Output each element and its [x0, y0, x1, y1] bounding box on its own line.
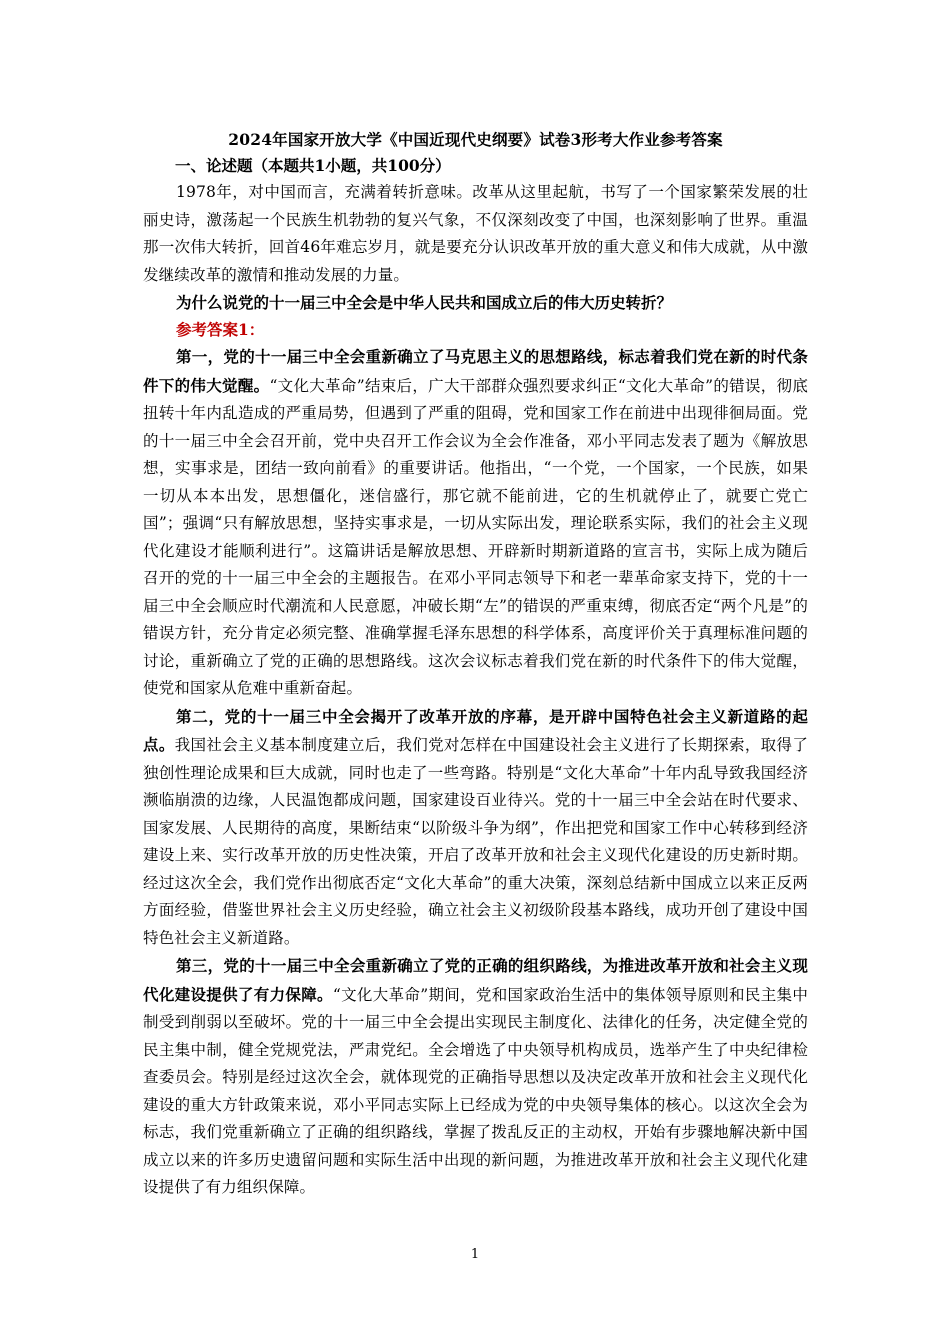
intro-paragraph: 1978年，对中国而言，充满着转折意味。改革从这里起航，书写了一个国家繁荣发展的壮丽史诗，激荡起一个民族生机勃勃的复兴气象，不仅深刻改变了中国，也深刻影响了世界。重温那一次伟大转折，回首46年难忘岁月，就是要充分认识改革开放的重大意义和伟大成就，从中激发继续改革的激情和推动发展的力量。	[143, 183, 808, 284]
section-heading: 一、论述题（本题共1小题，共100分）	[175, 156, 451, 175]
answer-paragraph-2	[143, 703, 808, 953]
answer-paragraph-2-lead: 第二，党的十一届三中全会揭开了改革开放的序幕，是开辟中国特色社会主义新道路的起点。	[143, 706, 808, 754]
answer-paragraph-3	[143, 952, 808, 1202]
document-body	[143, 127, 808, 1202]
answer-paragraph-1-body: “文化大革命”结束后，广大干部群众强烈要求纠正“文化大革命”的错误，彻底扭转十年内乱造成的严重局势，但遇到了严重的阻碍，党和国家工作在前进中出现徘徊局面。党的十一届三中全会召开前，党中央召开工作会议为全会作准备，邓小平同志发表了题为《解放思想，实事求是，团结一致向前看》的重要讲话。他指出，“一个党，一个国家，一个民族，如果一切从本本出发，思想僵化，迷信盛行，那它就不能前进，它的生机就停止了，就要亡党亡国”；强调“只有解放思想，坚持实事求是，一切从实际出发，理论联系实际，我们的社会主义现代化建设才能顺利进行”。这篇讲话是解放思想、开辟新时期新道路的宣言书，实际上成为随后召开的党的十一届三中全会的主题报告。在邓小平同志领导下和老一辈革命家支持下，党的十一届三中全会顺应时代潮流和人民意愿，冲破长期“左”的错误的严重束缚，彻底否定“两个凡是”的错误方针，充分肯定必须完整、准确掌握毛泽东思想的科学体系，高度评价关于真理标准问题的讨论，重新确立了党的正确的思想路线。这次会议标志着我们党在新的时代条件下的伟大觉醒，使党和国家从危难中重新奋起。	[143, 376, 808, 697]
answer-paragraph-2-body: 我国社会主义基本制度建立后，我们党对怎样在中国建设社会主义进行了长期探索，取得了独创性理论成果和巨大成就，同时也走了一些弯路。特别是“文化大革命”十年内乱导致我国经济濒临崩溃的边缘，人民温饱都成问题，国家建设百业待兴。党的十一届三中全会站在时代要求、国家发展、人民期待的高度，果断结束“以阶级斗争为纲”，作出把党和国家工作中心转移到经济建设上来、实行改革开放的历史性决策，开启了改革开放和社会主义现代化建设的历史新时期。经过这次全会，我们党作出彻底否定“文化大革命”的重大决策，深刻总结新中国成立以来正反两方面经验，借鉴世界社会主义历史经验，确立社会主义初级阶段基本路线，成功开创了建设中国特色社会主义新道路。	[143, 736, 808, 947]
answer-paragraph-1	[143, 343, 808, 703]
answer-paragraph-3-lead: 第三，党的十一届三中全会重新确立了党的正确的组织路线，为推进改革开放和社会主义现代化建设提供了有力保障。	[143, 956, 808, 1004]
page-number: 1	[470, 1247, 480, 1262]
document-title: 2024年国家开放大学《中国近现代史纲要》试卷3形考大作业参考答案	[228, 130, 723, 149]
answer-label: 参考答案1：	[176, 320, 265, 339]
answer-paragraph-3-body: “文化大革命”期间，党和国家政治生活中的集体领导原则和民主集中制受到削弱以至破坏。党的十一届三中全会提出实现民主制度化、法律化的任务，决定健全党的民主集中制，健全党规党法，严肃党纪。全会增选了中央领导机构成员，选举产生了中央纪律检查委员会。特别是经过这次全会，就体现党的正确指导思想以及决定改革开放和社会主义现代化建设的重大方针政策来说，邓小平同志实际上已经成为党的中央领导集体的核心。以这次全会为标志，我们党重新确立了正确的组织路线，掌握了拨乱反正的主动权，开始有步骤地解决新中国成立以来的许多历史遗留问题和实际生活中出现的新问题，为推进改革开放和社会主义现代化建设提供了有力组织保障。	[143, 985, 808, 1196]
answer-paragraph-1-lead: 第一，党的十一届三中全会重新确立了马克思主义的思想路线，标志着我们党在新的时代条件下的伟大觉醒。	[143, 347, 808, 395]
question-text: 为什么说党的十一届三中全会是中华人民共和国成立后的伟大历史转折？	[176, 293, 673, 312]
